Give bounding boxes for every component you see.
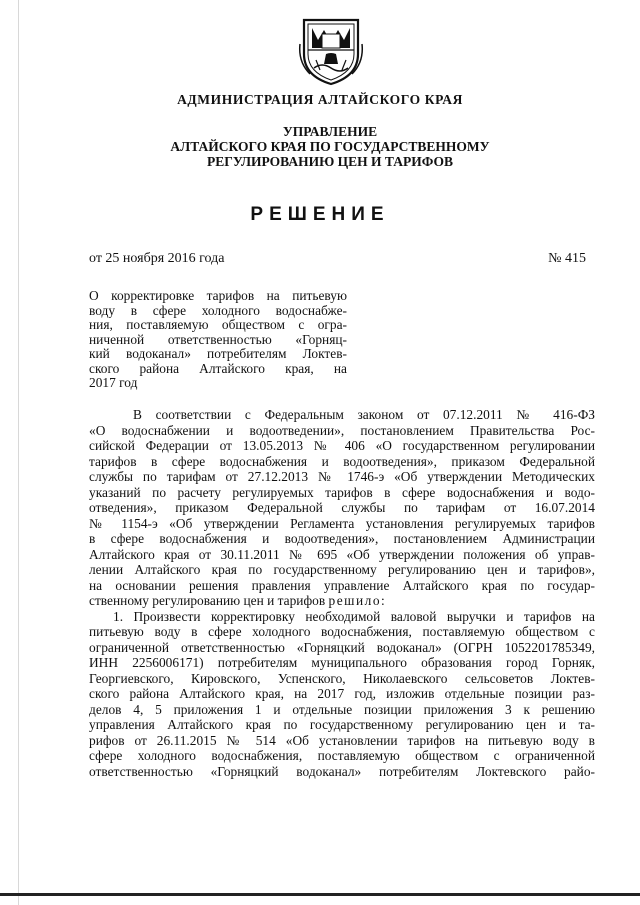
body-line-last: ственному регулированию цен и тарифов решило: [89, 593, 387, 608]
item-line: Георгиевского, Кировского, Успенского, Николаевского сельсоветов Локтев- [89, 670, 595, 686]
document-number: № 415 [548, 251, 586, 266]
document-title: РЕШЕНИЕ [250, 204, 390, 225]
item-line: питьевую воду в сфере холодного водоснабжения, поставляемую обществом с [89, 624, 595, 639]
item-line: делов 4, 5 приложения 1 и отдельные позиции приложения 3 к решению [89, 701, 595, 717]
subject-line: воду в сфере холодного водоснабже- [89, 302, 347, 318]
body-line: В соответствии с Федеральным законом от 07.12.2011 № 416-ФЗ [133, 407, 595, 422]
body-line: лении Алтайского края по государственному регулированию цен и тарифов», [89, 562, 595, 577]
item-line: ограниченной ответственностью «Горняцкий водоканал» (ОГРН 1052201785349, [89, 639, 595, 655]
body-line: № 1154-э «Об утверждении Регламента установления регулируемых тарифов [89, 515, 595, 531]
item-line: ского района Алтайского края, на 2017 год, изложив отдельные позиции раз- [89, 686, 595, 701]
document-date: от 25 ноября 2016 года [89, 251, 225, 266]
department-name: УПРАВЛЕНИЕ АЛТАЙСКОГО КРАЯ ПО ГОСУДАРСТВЕННОМУ РЕГУЛИРОВАНИЮ ЦЕН И ТАРИФОВ [170, 124, 490, 169]
page-bottom-edge [0, 893, 640, 896]
scan-edge [18, 0, 19, 905]
body-line: тарифов в сфере водоснабжения и водоотведения», приказом Федеральной [89, 453, 595, 469]
body-line: в сфере водоснабжения и водоотведения», постановлением Администрации [89, 531, 595, 546]
subject-line: ниченной ответственностью «Горняц- [89, 331, 347, 347]
coat-of-arms-icon [298, 14, 364, 86]
document-body [89, 407, 595, 779]
subject-line: О корректировке тарифов на питьевую [89, 288, 347, 303]
item-line: ИНН 2256006171) потребителям муниципального образования город Горняк, [89, 655, 595, 670]
body-line: сийской Федерации от 13.05.2013 № 406 «О государственном регулировании [89, 438, 595, 453]
body-line: службы по тарифам от 27.12.2013 № 1746-э «Об утверждении Методических [89, 469, 595, 484]
item-line: управления Алтайского края по государственному регулированию цен и та- [89, 717, 595, 732]
body-line: отведения», приказом Федеральной службы по тарифам от 16.07.2014 [89, 500, 595, 515]
subject-line: кий водоканал» потребителям Локтев- [89, 346, 347, 361]
item-line: ответственностью «Горняцкий водоканал» потребителям Локтевского райо- [89, 763, 595, 779]
item-line: 1. Произвести корректировку необходимой валовой выручки и тарифов на [113, 608, 595, 624]
decided-word: решило: [328, 593, 387, 608]
org-name: АДМИНИСТРАЦИЯ АЛТАЙСКОГО КРАЯ [177, 92, 463, 107]
subject-line: ния, поставляемую обществом с огра- [89, 317, 347, 332]
body-line: «О водоснабжении и водоотведении», постановлением Правительства Рос- [89, 422, 595, 438]
body-line: Алтайского края от 30.11.2011 № 695 «Об утверждении положения об управ- [89, 546, 595, 562]
item-line: сфере холодного водоснабжения, поставляемую обществом с ограниченной [89, 748, 595, 763]
subject-line: ского района Алтайского края, на [89, 360, 347, 376]
item-line: рифов от 26.11.2015 № 514 «Об установлении тарифов на питьевую воду в [89, 732, 595, 748]
body-line: указаний по расчету регулируемых тарифов в сфере водоснабжения и водо- [89, 484, 595, 500]
subject-line: 2017 год [89, 375, 138, 390]
document-subject [89, 289, 347, 391]
body-line: на основании решения правления управление Алтайского края по государ- [89, 577, 595, 593]
